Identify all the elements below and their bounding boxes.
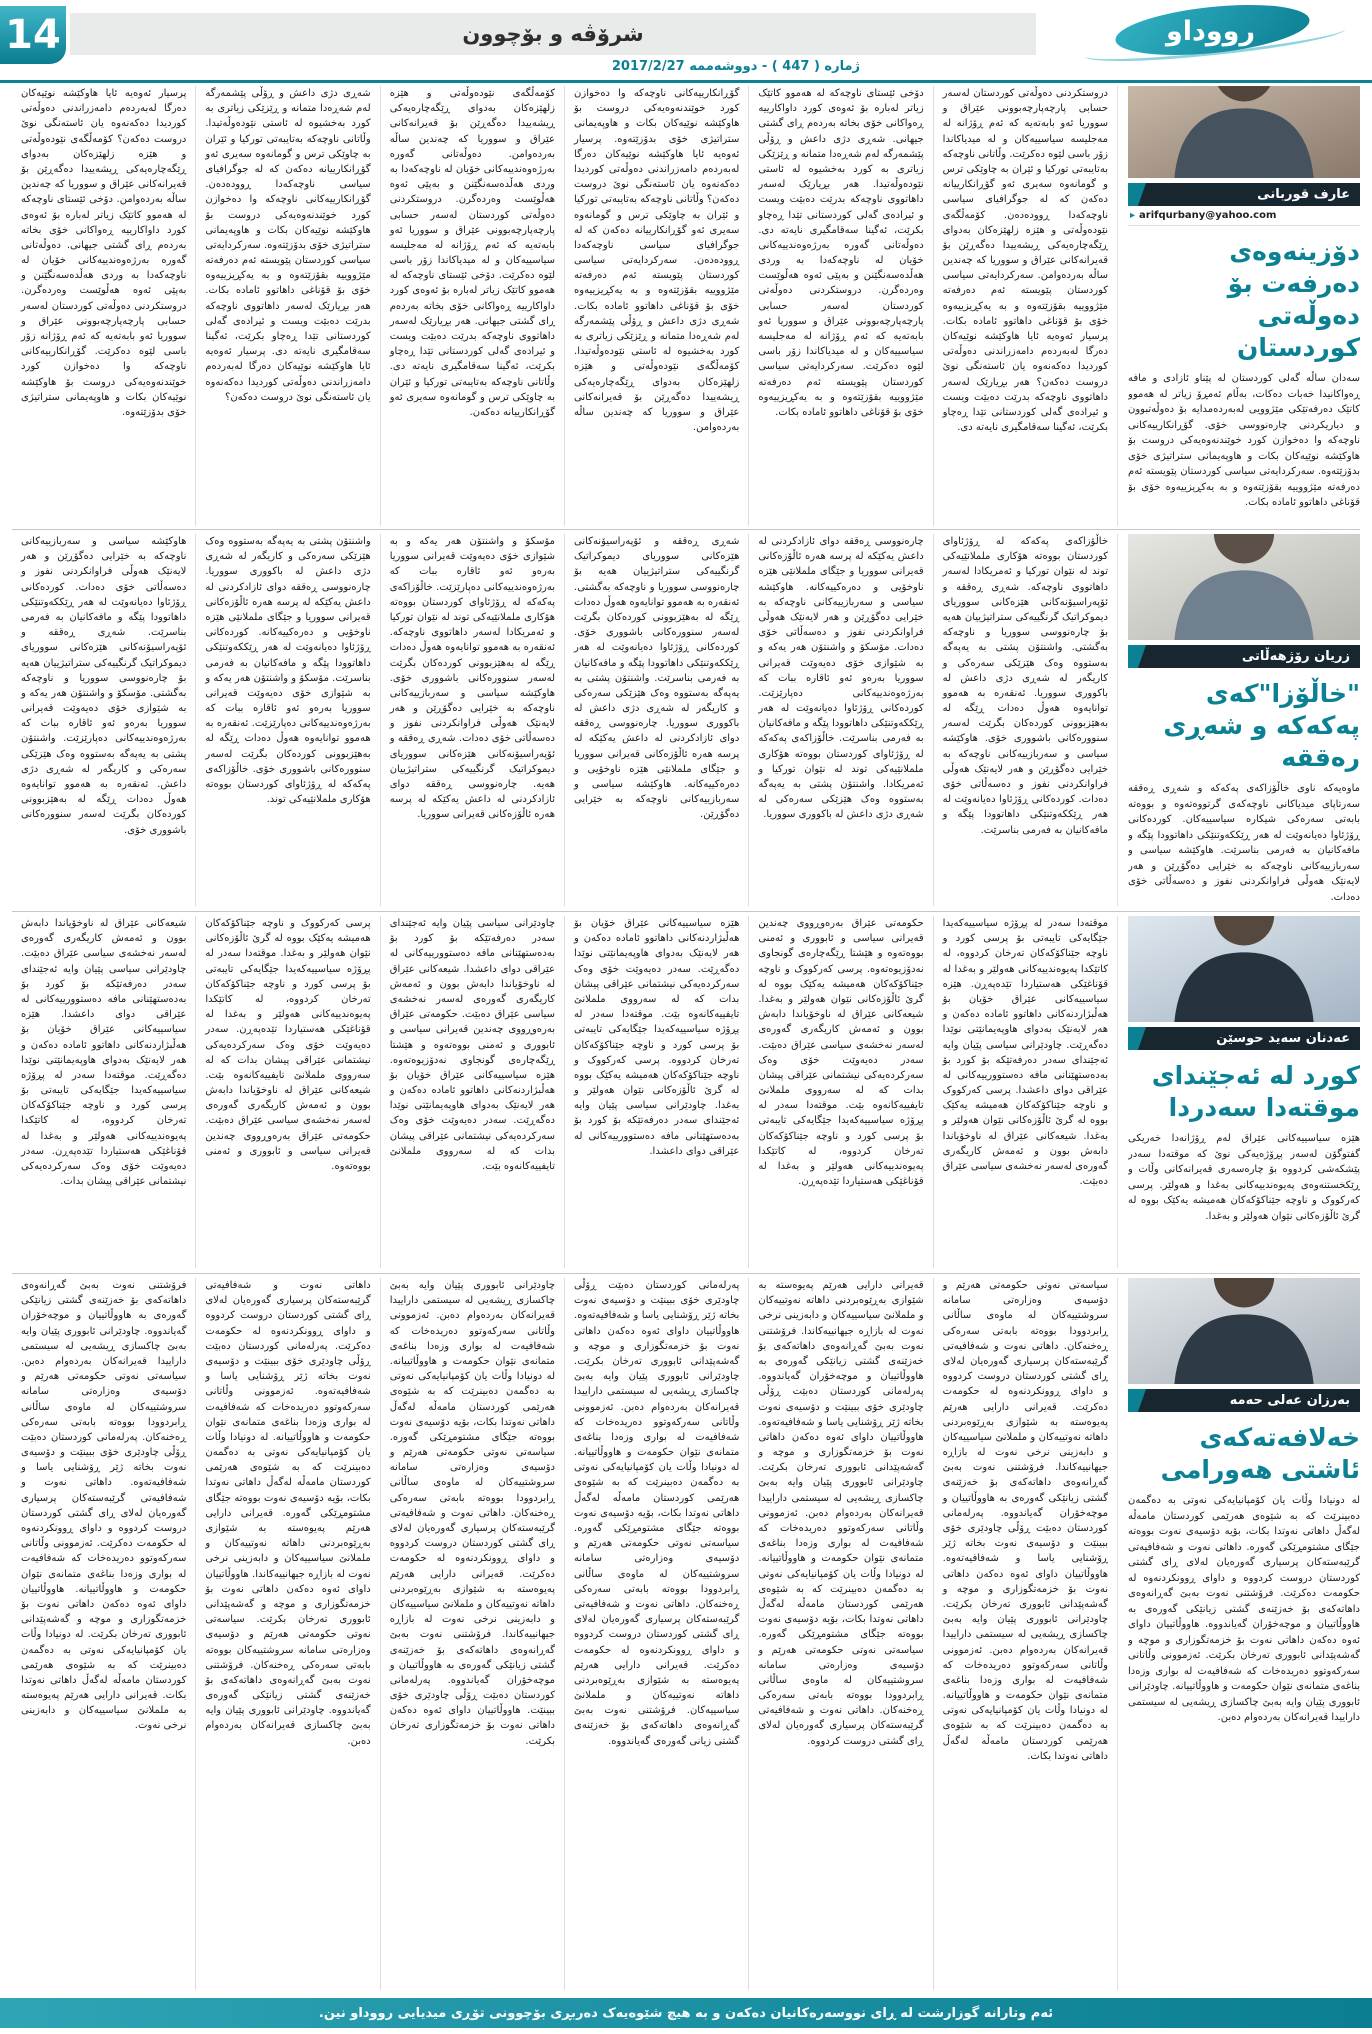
header-divider bbox=[0, 80, 1372, 83]
author-column bbox=[1118, 1278, 1360, 1990]
article-column: قەیرانی دارایی هەرێم پەیوەستە بە شێوازی بەڕێوەبردنی داهاتە نەوتییەکان و ململانێ سیاسییەکان و دابەزینی نرخی نەوت لە بازاڕە جیهانییەکاندا. فرۆشتنی نەوت بەبێ گەڕانەوەی داهاتەکەی بۆ خەزێنەی گشتی زیانێکی گەورەی بە هاووڵاتییان و موچەخۆران گەیاندووە. پەرلەمانی کوردستان دەبێت ڕۆڵی چاودێری خۆی ببینێت و دۆسیەی نەوت بخاتە ژێر ڕۆشنایی یاسا و شەفافیەتەوە. هاووڵاتییان داوای ئەوە دەکەن داهاتی نەوت بۆ خزمەتگوزاری و موچە و گەشەپێدانی ئابووری تەرخان بکرێت. چاودێرانی ئابووری پێیان وایە بەبێ چاکسازی ڕیشەیی لە سیستمی داراییدا قەیرانەکان بەردەوام دەبن. ئەزموونی وڵاتانی سەرکەوتوو دەریدەخات کە شەفافیەت لە بواری وزەدا بناغەی متمانەی نێوان حکومەت و هاووڵاتییانە. لە دونیادا وڵات یان کۆمپانیایەکی نەوتی بە دەگمەن دەبینرێت کە بە شێوەی هەرێمی کوردستان مامەڵە لەگەڵ داهاتی نەوتدا بکات، بۆیە دۆسیەی نەوت بووەتە جێگای مشتومڕێکی گەورە. سیاسەتی نەوتی حکومەتی هەرێم و دۆسیەی وەزارەتی سامانە سروشتییەکان لە ماوەی ساڵانی ڕابردوودا بووەتە بابەتی سەرەکی ڕەخنەکان. داهاتی نەوت و شەفافیەتی گرێبەستەکان پرسیاری گەورەیان لەلای ڕای گشتی دروست کردووە. bbox=[748, 1278, 932, 1990]
author-column bbox=[1118, 534, 1360, 906]
article-column: موقتەدا سەدر لە پڕۆژە سیاسییەکەیدا جێگایەکی تایبەتی بۆ پرسی کورد و ناوچە جێناکۆکەکان تەرخان کردووە، لە کاتێکدا پەیوەندییەکانی هەولێر و بەغدا لە قۆناغێکی هەستیاردا تێدەپەڕن. هێزە سیاسییەکانی عێراق خۆیان بۆ هەڵبژاردنەکانی داهاتوو ئامادە دەکەن و هەر لایەنێک بەدوای هاوپەیمانێتی نوێدا دەگەڕێت. چاودێرانی سیاسی پێیان وایە ئەجێندای سەدر دەرفەتێکە بۆ کورد بۆ بەدەستهێنانی مافە دەستوورییەکانی لە عێراقی دوای داعشدا. پرسی کەرکووک و ناوچە جێناکۆکەکان هەمیشە یەکێک بووە لە گرێ ئاڵۆزەکانی نێوان هەولێر و بەغدا. شیعەکانی عێراق لە ناوخۆیاندا دابەش بوون و ئەمەش کاریگەری گەورەی لەسەر نەخشەی سیاسی عێراق دەبێت. bbox=[933, 916, 1117, 1268]
article-lead: لە دونیادا وڵات یان کۆمپانیایەکی نەوتی بە دەگمەن دەبینرێت کە بە شێوەی هەرێمی کوردستان مامەڵە لەگەڵ داهاتی نەوتدا بکات، بۆیە دۆسیەی نەوت بووەتە جێگای مشتومڕێکی گەورە. داهاتی نەوت و شەفافیەتی گرێبەستەکان پرسیاری گەورەیان لەلای ڕای گشتی کوردستان دروست کردووە و داوای ڕوونکردنەوە لە حکومەت دەکرێت. فرۆشتنی نەوت بەبێ گەڕانەوەی داهاتەکەی بۆ خەزێنەی گشتی زیانێکی گەورەی بە هاووڵاتییان و موچەخۆران گەیاندووە. هاووڵاتییان داوای ئەوە دەکەن داهاتی نەوت بۆ خزمەتگوزاری و موچە و گەشەپێدانی ئابووری تەرخان بکرێت. ئەزموونی وڵاتانی سەرکەوتوو دەریدەخات کە شەفافیەت لە بواری وزەدا بناغەی متمانەی نێوان حکومەت و هاووڵاتییانە. چاودێرانی ئابووری پێیان وایە بەبێ چاکسازی ڕیشەیی لە سیستمی داراییدا قەیرانەکان بەردەوام دەبن. bbox=[1128, 1495, 1360, 1723]
person-silhouette-icon bbox=[1128, 86, 1360, 178]
author-name-bar bbox=[1128, 183, 1360, 206]
article-column: خاڵۆزاکەی پەکەکە لە ڕۆژئاوای کوردستان بووەتە هۆکاری ململانێیەکی توند لە نێوان تورکیا و ئەمریکادا لەسەر داهاتووی ناوچەکە. شەڕی ڕەققە و ئۆپەراسیۆنەکانی هێزەکانی سووریای دیموکراتیک گرنگییەکی ستراتیژییان هەیە بۆ چارەنووسی سووریا و ناوچەکە بەگشتی. واشنتۆن پشتی بە یەپەگە بەستووە وەک هێزێکی سەرەکی و کاریگەر لە شەڕی دژی داعش لە باکووری سووریا. ئەنقەرە بە هەموو توانایەوە هەوڵ دەدات ڕێگە لە بەهێزبوونی کوردەکان بگرێت لەسەر سنوورەکانی باشووری خۆی. هاوکێشە سیاسی و سەربازییەکانی ناوچەکە بە خێرایی دەگۆڕێن و هەر لایەنێک هەوڵی فراوانکردنی نفوز و دەسەڵاتی خۆی دەدات. کوردەکانی ڕۆژئاوا دەیانەوێت لە هەر ڕێککەوتنێکی داهاتوودا پێگە و مافەکانیان بە فەرمی بناسرێت. bbox=[933, 534, 1117, 906]
logo-text: رووداو bbox=[1165, 16, 1255, 47]
person-silhouette-icon bbox=[1128, 534, 1360, 640]
author-column bbox=[1118, 916, 1360, 1268]
article-divider bbox=[12, 1273, 1360, 1274]
page-number: 14 bbox=[0, 6, 66, 64]
article-column: شیعەکانی عێراق لە ناوخۆیاندا دابەش بوون و ئەمەش کاریگەری گەورەی لەسەر نەخشەی سیاسی عێراق دەبێت. چاودێرانی سیاسی پێیان وایە ئەجێندای سەدر دەرفەتێکە بۆ کورد بۆ بەدەستهێنانی مافە دەستوورییەکانی لە عێراقی دوای داعشدا. هێزە سیاسییەکانی عێراق خۆیان بۆ هەڵبژاردنەکانی داهاتوو ئامادە دەکەن و هەر لایەنێک بەدوای هاوپەیمانێتی نوێدا دەگەڕێت. موقتەدا سەدر لە پڕۆژە سیاسییەکەیدا جێگایەکی تایبەتی بۆ پرسی کورد و ناوچە جێناکۆکەکان تەرخان کردووە، لە کاتێکدا پەیوەندییەکانی هەولێر و بەغدا لە قۆناغێکی هەستیاردا تێدەپەڕن. سەدر دەیەوێت خۆی وەک سەرکردەیەکی نیشتمانی عێراقی پیشان بدات. bbox=[21, 918, 187, 1188]
issue-date: ژمارە ( 447 ) - دووشەممە 2017/2/27 bbox=[611, 59, 860, 74]
person-silhouette-icon bbox=[1128, 1278, 1360, 1384]
article-divider bbox=[12, 529, 1360, 530]
section-title: شرۆڤە و بۆچوون bbox=[462, 22, 644, 46]
article-column: هاوکێشە سیاسی و سەربازییەکانی ناوچەکە بە خێرایی دەگۆڕێن و هەر لایەنێک هەوڵی فراوانکردنی نفوز و دەسەڵاتی خۆی دەدات. کوردەکانی ڕۆژئاوا دەیانەوێت لە هەر ڕێککەوتنێکی داهاتوودا پێگە و مافەکانیان بە فەرمی بناسرێت. شەڕی ڕەققە و ئۆپەراسیۆنەکانی هێزەکانی سووریای دیموکراتیک گرنگییەکی ستراتیژییان هەیە بۆ چارەنووسی سووریا و ناوچەکە بەگشتی. مۆسکۆ و واشنتۆن هەر یەکە و بە شێوازی خۆی دەیەوێت قەیرانی سووریا بەرەو ئەو ئاقارە ببات کە بەرژەوەندییەکانی دەپارێزێت. واشنتۆن پشتی بە یەپەگە بەستووە وەک هێزێکی سەرەکی و کاریگەر لە شەڕی دژی داعش. ئەنقەرە بە هەموو توانایەوە هەوڵ دەدات ڕێگە لە بەهێزبوونی کوردەکان بگرێت لەسەر سنوورەکانی باشووری خۆی. bbox=[21, 536, 187, 836]
author-name-bar bbox=[1128, 645, 1360, 668]
author-name: عارف قوربانی bbox=[1257, 187, 1350, 202]
article-columns bbox=[12, 1278, 1118, 1990]
author-photo bbox=[1128, 86, 1360, 178]
name-bar-accent bbox=[1128, 183, 1146, 206]
article-column: شەڕی ڕەققە و ئۆپەراسیۆنەکانی هێزەکانی سووریای دیموکراتیک گرنگییەکی ستراتیژییان هەیە بۆ چارەنووسی سووریا و ناوچەکە بەگشتی. ئەنقەرە بە هەموو توانایەوە هەوڵ دەدات ڕێگە لە بەهێزبوونی کوردەکان بگرێت لەسەر سنوورەکانی باشووری خۆی. کوردەکانی ڕۆژئاوا دەیانەوێت لە هەر ڕێککەوتنێکی داهاتوودا پێگە و مافەکانیان بە فەرمی بناسرێت. واشنتۆن پشتی بە یەپەگە بەستووە وەک هێزێکی سەرەکی و کاریگەر لە شەڕی دژی داعش لە باکووری سووریا. چارەنووسی ڕەققە دوای ئازادکردنی لە داعش یەکێکە لە پرسە هەرە ئاڵۆزەکانی قەیرانی سووریا و جێگای ململانێی هێزە ناوخۆیی و دەرەکییەکانە. هاوکێشە سیاسی و سەربازییەکانی ناوچەکە بە خێرایی دەگۆڕێن. bbox=[564, 534, 748, 906]
name-bar-accent bbox=[1128, 1027, 1146, 1050]
article-4 bbox=[12, 1278, 1360, 1990]
article-lead: ماوەیەکە ناوی خاڵۆزاکەی پەکەکە و شەڕی ڕەققە سەرتاپای میدیاکانی ناوچەکەی گرتووەتەوە و بووەتە بابەتی سەرەکی شیکارە سیاسییەکان. کوردەکانی ڕۆژئاوا دەیانەوێت لە هەر ڕێککەوتنێکی داهاتوودا پێگە و مافەکانیان بە فەرمی بناسرێت. هاوکێشە سیاسی و سەربازییەکانی ناوچەکە بە خێرایی دەگۆڕێن و هەر لایەنێک هەوڵی فراوانکردنی نفوز و دەسەڵاتی خۆی دەدات. bbox=[1128, 783, 1360, 903]
article-column: فرۆشتنی نەوت بەبێ گەڕانەوەی داهاتەکەی بۆ خەزێنەی گشتی زیانێکی گەورەی بە هاووڵاتییان و موچەخۆران گەیاندووە. چاودێرانی ئابووری پێیان وایە بەبێ چاکسازی ڕیشەیی لە سیستمی داراییدا قەیرانەکان بەردەوام دەبن. سیاسەتی نەوتی حکومەتی هەرێم و دۆسیەی وەزارەتی سامانە سروشتییەکان لە ماوەی ساڵانی ڕابردوودا بووەتە بابەتی سەرەکی ڕەخنەکان. پەرلەمانی کوردستان دەبێت ڕۆڵی چاودێری خۆی ببینێت و دۆسیەی نەوت بخاتە ژێر ڕۆشنایی یاسا و شەفافیەتەوە. داهاتی نەوت و شەفافیەتی گرێبەستەکان پرسیاری گەورەیان لەلای ڕای گشتی کوردستان دروست کردووە و داوای ڕوونکردنەوە لە حکومەت دەکرێت. ئەزموونی وڵاتانی سەرکەوتوو دەریدەخات کە شەفافیەت لە بواری وزەدا بناغەی متمانەی نێوان حکومەت و هاووڵاتییانە. هاووڵاتییان داوای ئەوە دەکەن داهاتی نەوت بۆ خزمەتگوزاری و موچە و گەشەپێدانی ئابووری تەرخان بکرێت. لە دونیادا وڵات یان کۆمپانیایەکی نەوتی بە دەگمەن دەبینرێت کە بە شێوەی هەرێمی کوردستان مامەڵە لەگەڵ داهاتی نەوتدا بکات. قەیرانی دارایی هەرێم پەیوەستە بە ململانێ سیاسییەکان و دابەزینی نرخی نەوت. bbox=[21, 1280, 187, 1732]
author-photo bbox=[1128, 916, 1360, 1022]
article-headline: خەلافەتەکەی ئاشتی هەورامی bbox=[1160, 1423, 1360, 1484]
author-email-bar bbox=[1128, 206, 1360, 226]
article-column: داهاتی نەوت و شەفافیەتی گرێبەستەکان پرسیاری گەورەیان لەلای ڕای گشتی کوردستان دروست کردووە و داوای ڕوونکردنەوە لە حکومەت دەکرێت. پەرلەمانی کوردستان دەبێت ڕۆڵی چاودێری خۆی ببینێت و دۆسیەی نەوت بخاتە ژێر ڕۆشنایی یاسا و شەفافیەتەوە. ئەزموونی وڵاتانی سەرکەوتوو دەریدەخات کە شەفافیەت لە بواری وزەدا بناغەی متمانەی نێوان حکومەت و هاووڵاتییانە. لە دونیادا وڵات یان کۆمپانیایەکی نەوتی بە دەگمەن دەبینرێت کە بە شێوەی هەرێمی کوردستان مامەڵە لەگەڵ داهاتی نەوتدا بکات، بۆیە دۆسیەی نەوت بووەتە جێگای مشتومڕێکی گەورە. قەیرانی دارایی هەرێم پەیوەستە بە شێوازی بەڕێوەبردنی داهاتە نەوتییەکان و ململانێ سیاسییەکان و دابەزینی نرخی نەوت لە بازاڕە جیهانییەکاندا. هاووڵاتییان داوای ئەوە دەکەن داهاتی نەوت بۆ خزمەتگوزاری و موچە و گەشەپێدانی ئابووری تەرخان بکرێت. سیاسەتی نەوتی حکومەتی هەرێم و دۆسیەی وەزارەتی سامانە سروشتییەکان بووەتە بابەتی سەرەکی ڕەخنەکان. فرۆشتنی نەوت بەبێ گەڕانەوەی داهاتەکەی بۆ خەزێنەی گشتی زیانێکی گەورەی گەیاندووە. چاودێرانی ئابووری پێیان وایە بەبێ چاکسازی قەیرانەکان بەردەوام دەبن. bbox=[195, 1278, 379, 1990]
author-name: بەرزان عەلی حەمە bbox=[1229, 1393, 1350, 1408]
author-photo bbox=[1128, 534, 1360, 640]
article-column: کۆمەڵگەی نێودەوڵەتی و هێزە زلهێزەکان بەدوای ڕێگەچارەیەکی ڕیشەییدا دەگەڕێن بۆ قەیرانەکانی عێراق و سووریا کە چەندین ساڵە بەردەوامن. دەوڵەتانی گەورە بەرژەوەندییەکانی خۆیان لە ناوچەکەدا بە وردی هەڵدەسەنگێنن و بەپێی ئەوە هەڵوێست وەردەگرن. دروستکردنی دەوڵەتی کوردستان لەسەر حسابی پارچەپارچەبوونی عێراق و سووریا ئەو بابەتەیە کە ئەم ڕۆژانە لە مەجلیسە سیاسییەکان و لە میدیاکاندا زۆر باسی لێوە دەکرێت. دۆخی ئێستای ناوچەکە لە هەموو کاتێک زیاتر لەبارە بۆ ئەوەی کورد داواکارییە ڕەواکانی خۆی بخاتە بەردەم ڕای گشتی جیهانی. هەر بڕیارێک لەسەر داهاتووی ناوچەکە بدرێت دەبێت ویست و ئیرادەی گەلی کوردستانی تێدا ڕەچاو بکرێت، ئەگینا سەقامگیری نایەتە دی. وڵاتانی ناوچەکە بەتایبەتی تورکیا و ئێران بە چاوێکی ترس و گومانەوە سەیری ئەو گۆڕانکارییانە دەکەن. bbox=[380, 86, 564, 526]
article-column: واشنتۆن پشتی بە یەپەگە بەستووە وەک هێزێکی سەرەکی و کاریگەر لە شەڕی دژی داعش لە باکووری سووریا. چارەنووسی ڕەققە دوای ئازادکردنی لە داعش یەکێکە لە پرسە هەرە ئاڵۆزەکانی قەیرانی سووریا و جێگای ململانێی هێزە ناوخۆیی و دەرەکییەکانە. کوردەکانی ڕۆژئاوا دەیانەوێت لە هەر ڕێککەوتنێکی داهاتوودا پێگە و مافەکانیان بە فەرمی بناسرێت. مۆسکۆ و واشنتۆن هەر یەکە و بە شێوازی خۆی دەیەوێت قەیرانی سووریا بەرەو ئەو ئاقارە ببات کە بەرژەوەندییەکانی دەپارێزێت. ئەنقەرە بە هەموو توانایەوە هەوڵ دەدات ڕێگە لە بەهێزبوونی کوردەکان بگرێت لەسەر سنوورەکانی باشووری خۆی. خاڵۆزاکەی پەکەکە لە ڕۆژئاوای کوردستان بووەتە هۆکاری ململانێیەکی توند. bbox=[195, 534, 379, 906]
article-column: پرسیار ئەوەیە ئایا هاوکێشە نوێیەکان دەرگا لەبەردەم دامەزراندنی دەوڵەتی کوردیدا دەکەنەوە یان ئاستەنگی نوێ دروست دەکەن؟ کۆمەڵگەی نێودەوڵەتی و هێزە زلهێزەکان بەدوای ڕێگەچارەیەکی ڕیشەییدا دەگەڕێن بۆ قەیرانەکانی عێراق و سووریا کە چەندین ساڵە بەردەوامن. دۆخی ئێستای ناوچەکە لە هەموو کاتێک زیاتر لەبارە بۆ ئەوەی کورد داواکارییە ڕەواکانی خۆی بخاتە بەردەم ڕای گشتی جیهانی. دەوڵەتانی گەورە بەرژەوەندییەکانی خۆیان لە ناوچەکەدا بە وردی هەڵدەسەنگێنن و بەپێی ئەوە هەڵوێست وەردەگرن. دروستکردنی دەوڵەتی کوردستان لەسەر حسابی پارچەپارچەبوونی عێراق و سووریا ئەو بابەتەیە کە ئەم ڕۆژانە زۆر باسی لێوە دەکرێت. گۆڕانکارییەکانی ناوچەکە وا دەخوازن کورد خوێندنەوەیەکی دروست بۆ هاوکێشە نوێیەکان بکات و هاوپەیمانی ستراتیژی خۆی بدۆزێتەوە. bbox=[21, 88, 187, 418]
article-column: شەڕی دژی داعش و ڕۆڵی پێشمەرگە لەم شەڕەدا متمانە و ڕێزێکی زیاتری بە کورد بەخشیوە لە ئاستی نێودەوڵەتیدا. وڵاتانی ناوچەکە بەتایبەتی تورکیا و ئێران بە چاوێکی ترس و گومانەوە سەیری ئەو گۆڕانکارییانە دەکەن کە لە جوگرافیای سیاسی ناوچەکەدا ڕوودەدەن. گۆڕانکارییەکانی ناوچەکە وا دەخوازن کورد خوێندنەوەیەکی دروست بۆ هاوکێشە نوێیەکان بکات و هاوپەیمانی ستراتیژی خۆی بدۆزێتەوە. سەرکردایەتی سیاسی کوردستان پێویستە ئەم دەرفەتە مێژووییە بقۆزێتەوە و بە یەکڕیزییەوە خۆی بۆ قۆناغی داهاتوو ئامادە بکات. هەر بڕیارێک لەسەر داهاتووی ناوچەکە بدرێت دەبێت ویست و ئیرادەی گەلی کوردستانی تێدا ڕەچاو بکرێت، ئەگینا سەقامگیری نایەتە دی. پرسیار ئەوەیە ئایا هاوکێشە نوێیەکان دەرگا لەبەردەم دامەزراندنی دەوڵەتی کوردیدا دەکەنەوە یان ئاستەنگی نوێ دروست دەکەن؟ bbox=[195, 86, 379, 526]
rudaw-logo bbox=[1050, 2, 1360, 64]
name-bar-accent bbox=[1128, 1389, 1146, 1412]
author-email: arifqurbany@yahoo.com bbox=[1139, 210, 1277, 221]
author-name: زریان رۆژهەڵاتی bbox=[1241, 649, 1350, 664]
article-column: دۆخی ئێستای ناوچەکە لە هەموو کاتێک زیاتر لەبارە بۆ ئەوەی کورد داواکارییە ڕەواکانی خۆی بخاتە بەردەم ڕای گشتی جیهانی. شەڕی دژی داعش و ڕۆڵی پێشمەرگە لەم شەڕەدا متمانە و ڕێزێکی زیاتری بە کورد بەخشیوە لە ئاستی نێودەوڵەتیدا. هەر بڕیارێک لەسەر داهاتووی ناوچەکە بدرێت دەبێت ویست و ئیرادەی گەلی کوردستانی تێدا ڕەچاو بکرێت، ئەگینا سەقامگیری نایەتە دی. دەوڵەتانی گەورە بەرژەوەندییەکانی خۆیان لە ناوچەکەدا بە وردی هەڵدەسەنگێنن و بەپێی ئەوە هەڵوێست وەردەگرن. دروستکردنی دەوڵەتی کوردستان لەسەر حسابی پارچەپارچەبوونی عێراق و سووریا ئەو بابەتەیە کە ئەم ڕۆژانە لە مەجلیسە سیاسییەکان و لە میدیاکاندا زۆر باسی لێوە دەکرێت. سەرکردایەتی سیاسی کوردستان پێویستە ئەم دەرفەتە مێژووییە بقۆزێتەوە و بە یەکڕیزییەوە خۆی بۆ قۆناغی داهاتوو ئامادە بکات. bbox=[748, 86, 932, 526]
article-column: حکومەتی عێراق بەرەوڕووی چەندین قەیرانی سیاسی و ئابووری و ئەمنی بووەتەوە و هێشتا ڕێگەچارەی گونجاوی نەدۆزیوەتەوە. پرسی کەرکووک و ناوچە جێناکۆکەکان هەمیشە یەکێک بووە لە گرێ ئاڵۆزەکانی نێوان هەولێر و بەغدا. شیعەکانی عێراق لە ناوخۆیاندا دابەش بوون و ئەمەش کاریگەری گەورەی لەسەر نەخشەی سیاسی عێراق دەبێت. سەدر دەیەوێت خۆی وەک سەرکردەیەکی نیشتمانی عێراقی پیشان بدات کە لە سەرووی ململانێ تایفییەکانەوە بێت. موقتەدا سەدر لە پڕۆژە سیاسییەکەیدا جێگایەکی تایبەتی بۆ پرسی کورد و ناوچە جێناکۆکەکان تەرخان کردووە، لە کاتێکدا پەیوەندییەکانی هەولێر و بەغدا لە قۆناغێکی هەستیاردا تێدەپەڕن. bbox=[748, 916, 932, 1268]
author-name-bar bbox=[1128, 1027, 1360, 1050]
article-divider bbox=[12, 911, 1360, 912]
author-name: عەدنان سەید حوسێن bbox=[1216, 1031, 1350, 1046]
article-column: سیاسەتی نەوتی حکومەتی هەرێم و دۆسیەی وەزارەتی سامانە سروشتییەکان لە ماوەی ساڵانی ڕابردوودا بووەتە بابەتی سەرەکی ڕەخنەکان. داهاتی نەوت و شەفافیەتی گرێبەستەکان پرسیاری گەورەیان لەلای ڕای گشتی کوردستان دروست کردووە و داوای ڕوونکردنەوە لە حکومەت دەکرێت. قەیرانی دارایی هەرێم پەیوەستە بە شێوازی بەڕێوەبردنی داهاتە نەوتییەکان و ململانێ سیاسییەکان و دابەزینی نرخی نەوت لە بازاڕە جیهانییەکاندا. فرۆشتنی نەوت بەبێ گەڕانەوەی داهاتەکەی بۆ خەزێنەی گشتی زیانێکی گەورەی بە هاووڵاتییان و موچەخۆران گەیاندووە. پەرلەمانی کوردستان دەبێت ڕۆڵی چاودێری خۆی ببینێت و دۆسیەی نەوت بخاتە ژێر ڕۆشنایی یاسا و شەفافیەتەوە. هاووڵاتییان داوای ئەوە دەکەن داهاتی نەوت بۆ خزمەتگوزاری و موچە و گەشەپێدانی ئابووری تەرخان بکرێت. چاودێرانی ئابووری پێیان وایە بەبێ چاکسازی ڕیشەیی لە سیستمی داراییدا قەیرانەکان بەردەوام دەبن. ئەزموونی وڵاتانی سەرکەوتوو دەریدەخات کە شەفافیەت لە بواری وزەدا بناغەی متمانەی نێوان حکومەت و هاووڵاتییانە. لە دونیادا وڵات یان کۆمپانیایەکی نەوتی بە دەگمەن دەبینرێت کە بە شێوەی هەرێمی کوردستان مامەڵە لەگەڵ داهاتی نەوتدا بکات. bbox=[933, 1278, 1117, 1990]
article-column: مۆسکۆ و واشنتۆن هەر یەکە و بە شێوازی خۆی دەیەوێت قەیرانی سووریا بەرەو ئەو ئاقارە ببات کە بەرژەوەندییەکانی دەپارێزێت. خاڵۆزاکەی پەکەکە لە ڕۆژئاوای کوردستان بووەتە هۆکاری ململانێیەکی توند لە نێوان تورکیا و ئەمریکادا لەسەر داهاتووی ناوچەکە. ئەنقەرە بە هەموو توانایەوە هەوڵ دەدات ڕێگە لە بەهێزبوونی کوردەکان بگرێت لەسەر سنوورەکانی باشووری خۆی. هاوکێشە سیاسی و سەربازییەکانی ناوچەکە بە خێرایی دەگۆڕێن و هەر لایەنێک هەوڵی فراوانکردنی نفوز و دەسەڵاتی خۆی دەدات. شەڕی ڕەققە و ئۆپەراسیۆنەکانی هێزەکانی سووریای دیموکراتیک گرنگییەکی ستراتیژییان هەیە. چارەنووسی ڕەققە دوای ئازادکردنی لە داعش یەکێکە لە پرسە هەرە ئاڵۆزەکانی قەیرانی سووریا. bbox=[380, 534, 564, 906]
article-column: پەرلەمانی کوردستان دەبێت ڕۆڵی چاودێری خۆی ببینێت و دۆسیەی نەوت بخاتە ژێر ڕۆشنایی یاسا و شەفافیەتەوە. هاووڵاتییان داوای ئەوە دەکەن داهاتی نەوت بۆ خزمەتگوزاری و موچە و گەشەپێدانی ئابووری تەرخان بکرێت. چاودێرانی ئابووری پێیان وایە بەبێ چاکسازی ڕیشەیی لە سیستمی داراییدا قەیرانەکان بەردەوام دەبن. ئەزموونی وڵاتانی سەرکەوتوو دەریدەخات کە شەفافیەت لە بواری وزەدا بناغەی متمانەی نێوان حکومەت و هاووڵاتییانە. لە دونیادا وڵات یان کۆمپانیایەکی نەوتی بە دەگمەن دەبینرێت کە بە شێوەی هەرێمی کوردستان مامەڵە لەگەڵ داهاتی نەوتدا بکات، بۆیە دۆسیەی نەوت بووەتە جێگای مشتومڕێکی گەورە. سیاسەتی نەوتی حکومەتی هەرێم و دۆسیەی وەزارەتی سامانە سروشتییەکان لە ماوەی ساڵانی ڕابردوودا بووەتە بابەتی سەرەکی ڕەخنەکان. داهاتی نەوت و شەفافیەتی گرێبەستەکان پرسیاری گەورەیان لەلای ڕای گشتی کوردستان دروست کردووە و داوای ڕوونکردنەوە لە حکومەت دەکرێت. قەیرانی دارایی هەرێم پەیوەستە بە شێوازی بەڕێوەبردنی داهاتە نەوتییەکان و ململانێ سیاسییەکان. فرۆشتنی نەوت بەبێ گەڕانەوەی داهاتەکەی بۆ خەزێنەی گشتی زیانی گەورەی گەیاندووە. bbox=[564, 1278, 748, 1990]
author-photo bbox=[1128, 1278, 1360, 1384]
article-column: چاودێرانی سیاسی پێیان وایە ئەجێندای سەدر دەرفەتێکە بۆ کورد بۆ بەدەستهێنانی مافە دەستوورییەکانی لە عێراقی دوای داعشدا. شیعەکانی عێراق لە ناوخۆیاندا دابەش بوون و ئەمەش کاریگەری گەورەی لەسەر نەخشەی سیاسی عێراق دەبێت. حکومەتی عێراق بەرەوڕووی چەندین قەیرانی سیاسی و ئابووری و ئەمنی بووەتەوە و هێشتا ڕێگەچارەی گونجاوی نەدۆزیوەتەوە. هێزە سیاسییەکانی عێراق خۆیان بۆ هەڵبژاردنەکانی داهاتوو ئامادە دەکەن و هەر لایەنێک بەدوای هاوپەیمانێتی نوێدا دەگەڕێت. سەدر دەیەوێت خۆی وەک سەرکردەیەکی نیشتمانی عێراقی پیشان بدات کە لە سەرووی ململانێ تایفییەکانەوە بێت. bbox=[380, 916, 564, 1268]
article-column: پرسی کەرکووک و ناوچە جێناکۆکەکان هەمیشە یەکێک بووە لە گرێ ئاڵۆزەکانی نێوان هەولێر و بەغدا. موقتەدا سەدر لە پڕۆژە سیاسییەکەیدا جێگایەکی تایبەتی بۆ پرسی کورد و ناوچە جێناکۆکەکان تەرخان کردووە، لە کاتێکدا پەیوەندییەکانی هەولێر و بەغدا لە قۆناغێکی هەستیاردا تێدەپەڕن. سەدر دەیەوێت خۆی وەک سەرکردەیەکی نیشتمانی عێراقی پیشان بدات کە لە سەرووی ململانێ تایفییەکانەوە بێت. شیعەکانی عێراق لە ناوخۆیاندا دابەش بوون و ئەمەش کاریگەری گەورەی لەسەر نەخشەی سیاسی عێراق دەبێت. حکومەتی عێراق بەرەوڕووی چەندین قەیرانی سیاسی و ئابووری و ئەمنی بووەتەوە. bbox=[195, 916, 379, 1268]
article-1 bbox=[12, 86, 1360, 526]
author-column bbox=[1118, 86, 1360, 526]
name-bar-accent bbox=[1128, 645, 1146, 668]
article-columns bbox=[12, 534, 1118, 906]
article-columns bbox=[12, 86, 1118, 526]
email-arrow-icon: ▸ bbox=[1130, 209, 1136, 221]
article-column: چاودێرانی ئابووری پێیان وایە بەبێ چاکسازی ڕیشەیی لە سیستمی داراییدا قەیرانەکان بەردەوام دەبن. ئەزموونی وڵاتانی سەرکەوتوو دەریدەخات کە شەفافیەت لە بواری وزەدا بناغەی متمانەی نێوان حکومەت و هاووڵاتییانە. لە دونیادا وڵات یان کۆمپانیایەکی نەوتی بە دەگمەن دەبینرێت کە بە شێوەی هەرێمی کوردستان مامەڵە لەگەڵ داهاتی نەوتدا بکات، بۆیە دۆسیەی نەوت بووەتە جێگای مشتومڕێکی گەورە. سیاسەتی نەوتی حکومەتی هەرێم و دۆسیەی وەزارەتی سامانە سروشتییەکان لە ماوەی ساڵانی ڕابردوودا بووەتە بابەتی سەرەکی ڕەخنەکان. داهاتی نەوت و شەفافیەتی گرێبەستەکان پرسیاری گەورەیان لەلای ڕای گشتی کوردستان دروست کردووە و داوای ڕوونکردنەوە لە حکومەت دەکرێت. قەیرانی دارایی هەرێم پەیوەستە بە شێوازی بەڕێوەبردنی داهاتە نەوتییەکان و ململانێ سیاسییەکان و دابەزینی نرخی نەوت لە بازاڕە جیهانییەکاندا. فرۆشتنی نەوت بەبێ گەڕانەوەی داهاتەکەی بۆ خەزێنەی گشتی زیانێکی گەورەی بە هاووڵاتییان و موچەخۆران گەیاندووە. پەرلەمانی کوردستان دەبێت ڕۆڵی چاودێری خۆی ببینێت. هاووڵاتییان داوای ئەوە دەکەن داهاتی نەوت بۆ خزمەتگوزاری تەرخان بکرێت. bbox=[380, 1278, 564, 1990]
footer-disclaimer-text: ئەم وتارانە گوزارشت لە ڕای نووسەرەکانیان دەکەن و بە هیچ شێوەیەک دەربڕی بۆچوونی تۆڕی میدیایی رووداو نین. bbox=[318, 2005, 1054, 2021]
section-strip bbox=[70, 13, 1036, 55]
article-column: هێزە سیاسییەکانی عێراق خۆیان بۆ هەڵبژاردنەکانی داهاتوو ئامادە دەکەن و هەر لایەنێک بەدوای هاوپەیمانێتی نوێدا دەگەڕێت. سەدر دەیەوێت خۆی وەک سەرکردەیەکی نیشتمانی عێراقی پیشان بدات کە لە سەرووی ململانێ تایفییەکانەوە بێت. موقتەدا سەدر لە پڕۆژە سیاسییەکەیدا جێگایەکی تایبەتی بۆ پرسی کورد و ناوچە جێناکۆکەکان تەرخان کردووە. پرسی کەرکووک و ناوچە جێناکۆکەکان هەمیشە یەکێک بووە لە گرێ ئاڵۆزەکانی نێوان هەولێر و بەغدا. چاودێرانی سیاسی پێیان وایە ئەجێندای سەدر دەرفەتێکە بۆ کورد بۆ بەدەستهێنانی مافە دەستوورییەکانی لە عێراقی دوای داعشدا. bbox=[564, 916, 748, 1268]
footer-disclaimer-bar bbox=[0, 1998, 1372, 2028]
article-headline: کورد لە ئەجێندای موقتەدا سەدردا bbox=[1151, 1061, 1360, 1122]
author-name-bar bbox=[1128, 1389, 1360, 1412]
article-columns bbox=[12, 916, 1118, 1268]
article-headline: "خاڵۆزا"کەی پەکەکە و شەڕی رەققە bbox=[1163, 679, 1360, 772]
person-silhouette-icon bbox=[1128, 916, 1360, 1022]
article-column: دروستکردنی دەوڵەتی کوردستان لەسەر حسابی پارچەپارچەبوونی عێراق و سووریا ئەو بابەتەیە کە ئەم ڕۆژانە لە مەجلیسە سیاسییەکان و لە میدیاکاندا زۆر باسی لێوە دەکرێت. وڵاتانی ناوچەکە بەتایبەتی تورکیا و ئێران بە چاوێکی ترس و گومانەوە سەیری ئەو گۆڕانکارییانە دەکەن کە لە جوگرافیای سیاسی ناوچەکەدا ڕوودەدەن. کۆمەڵگەی نێودەوڵەتی و هێزە زلهێزەکان بەدوای ڕێگەچارەیەکی ڕیشەییدا دەگەڕێن بۆ قەیرانەکانی عێراق و سووریا کە چەندین ساڵە بەردەوامن. سەرکردایەتی سیاسی کوردستان پێویستە ئەم دەرفەتە مێژووییە بقۆزێتەوە و بە یەکڕیزییەوە خۆی بۆ قۆناغی داهاتوو ئامادە بکات. پرسیار ئەوەیە ئایا هاوکێشە نوێیەکان دەرگا لەبەردەم دامەزراندنی دەوڵەتی کوردیدا دەکەنەوە یان ئاستەنگی نوێ دروست دەکەن؟ هەر بڕیارێک لەسەر داهاتووی ناوچەکە بدرێت دەبێت ویست و ئیرادەی گەلی کوردستانی تێدا ڕەچاو بکرێت، ئەگینا سەقامگیری نایەتە دی. bbox=[933, 86, 1117, 526]
article-lead: سەدان ساڵە گەلی کوردستان لە پێناو ئازادی و مافە ڕەواکانیدا خەبات دەکات، بەڵام ئەمڕۆ زیاتر لە هەموو کاتێک دەرفەتێکی مێژوویی لەبەردەمدایە بۆ دەوڵەتبوون و دیاریکردنی چارەنووسی خۆی. گۆڕانکارییەکانی ناوچەکە وا دەخوازن کورد خوێندنەوەیەکی دروست بۆ هاوکێشە نوێیەکان بکات و هاوپەیمانی ستراتیژی خۆی بدۆزێتەوە. سەرکردایەتی سیاسی کوردستان پێویستە ئەم دەرفەتە مێژووییە بقۆزێتەوە و بە یەکڕیزییەوە خۆی بۆ قۆناغی داهاتوو ئامادە بکات. bbox=[1128, 373, 1360, 508]
article-headline: دۆزینەوەی دەرفەت بۆ دەوڵەتی کوردستان bbox=[1227, 237, 1360, 362]
article-column: گۆڕانکارییەکانی ناوچەکە وا دەخوازن کورد خوێندنەوەیەکی دروست بۆ هاوکێشە نوێیەکان بکات و هاوپەیمانی ستراتیژی خۆی بدۆزێتەوە. پرسیار ئەوەیە ئایا هاوکێشە نوێیەکان دەرگا لەبەردەم دامەزراندنی دەوڵەتی کوردیدا دەکەنەوە یان ئاستەنگی نوێ دروست دەکەن؟ وڵاتانی ناوچەکە بەتایبەتی تورکیا و ئێران بە چاوێکی ترس و گومانەوە سەیری ئەو گۆڕانکارییانە دەکەن کە لە جوگرافیای سیاسی ناوچەکەدا ڕوودەدەن. سەرکردایەتی سیاسی کوردستان پێویستە ئەم دەرفەتە مێژووییە بقۆزێتەوە و بە یەکڕیزییەوە خۆی بۆ قۆناغی داهاتوو ئامادە بکات. شەڕی دژی داعش و ڕۆڵی پێشمەرگە لەم شەڕەدا متمانە و ڕێزێکی زیاتری بە کورد بەخشیوە لە ئاستی نێودەوڵەتیدا. کۆمەڵگەی نێودەوڵەتی و هێزە زلهێزەکان بەدوای ڕێگەچارەیەکی ڕیشەییدا دەگەڕێن بۆ قەیرانەکانی عێراق و سووریا کە چەندین ساڵە بەردەوامن. bbox=[564, 86, 748, 526]
article-lead: هێزە سیاسییەکانی عێراق لەم ڕۆژانەدا خەریکی گفتوگۆن لەسەر پڕۆژەیەکی نوێ کە موقتەدا سەدر پێشکەشی کردووە بۆ چارەسەری قەیرانەکانی وڵات و ڕێکخستنەوەی پەیوەندییەکانی بەغدا و هەولێر. پرسی کەرکووک و ناوچە جێناکۆکەکان هەمیشە یەکێک بووە لە گرێ ئاڵۆزەکانی نێوان هەولێر و بەغدا. bbox=[1128, 1133, 1360, 1222]
article-3 bbox=[12, 916, 1360, 1268]
article-2 bbox=[12, 534, 1360, 906]
article-column: چارەنووسی ڕەققە دوای ئازادکردنی لە داعش یەکێکە لە پرسە هەرە ئاڵۆزەکانی قەیرانی سووریا و جێگای ململانێی هێزە ناوخۆیی و دەرەکییەکانە. هاوکێشە سیاسی و سەربازییەکانی ناوچەکە بە خێرایی دەگۆڕێن و هەر لایەنێک هەوڵی فراوانکردنی نفوز و دەسەڵاتی خۆی دەدات. مۆسکۆ و واشنتۆن هەر یەکە و بە شێوازی خۆی دەیەوێت قەیرانی سووریا بەرەو ئەو ئاقارە ببات کە بەرژەوەندییەکانی دەپارێزێت. کوردەکانی ڕۆژئاوا دەیانەوێت لە هەر ڕێککەوتنێکی داهاتوودا پێگە و مافەکانیان بە فەرمی بناسرێت. خاڵۆزاکەی پەکەکە لە ڕۆژئاوای کوردستان بووەتە هۆکاری ململانێیەکی توند لە نێوان تورکیا و ئەمریکادا. واشنتۆن پشتی بە یەپەگە بەستووە وەک هێزێکی سەرەکی لە شەڕی دژی داعش لە باکووری سووریا. bbox=[748, 534, 932, 906]
